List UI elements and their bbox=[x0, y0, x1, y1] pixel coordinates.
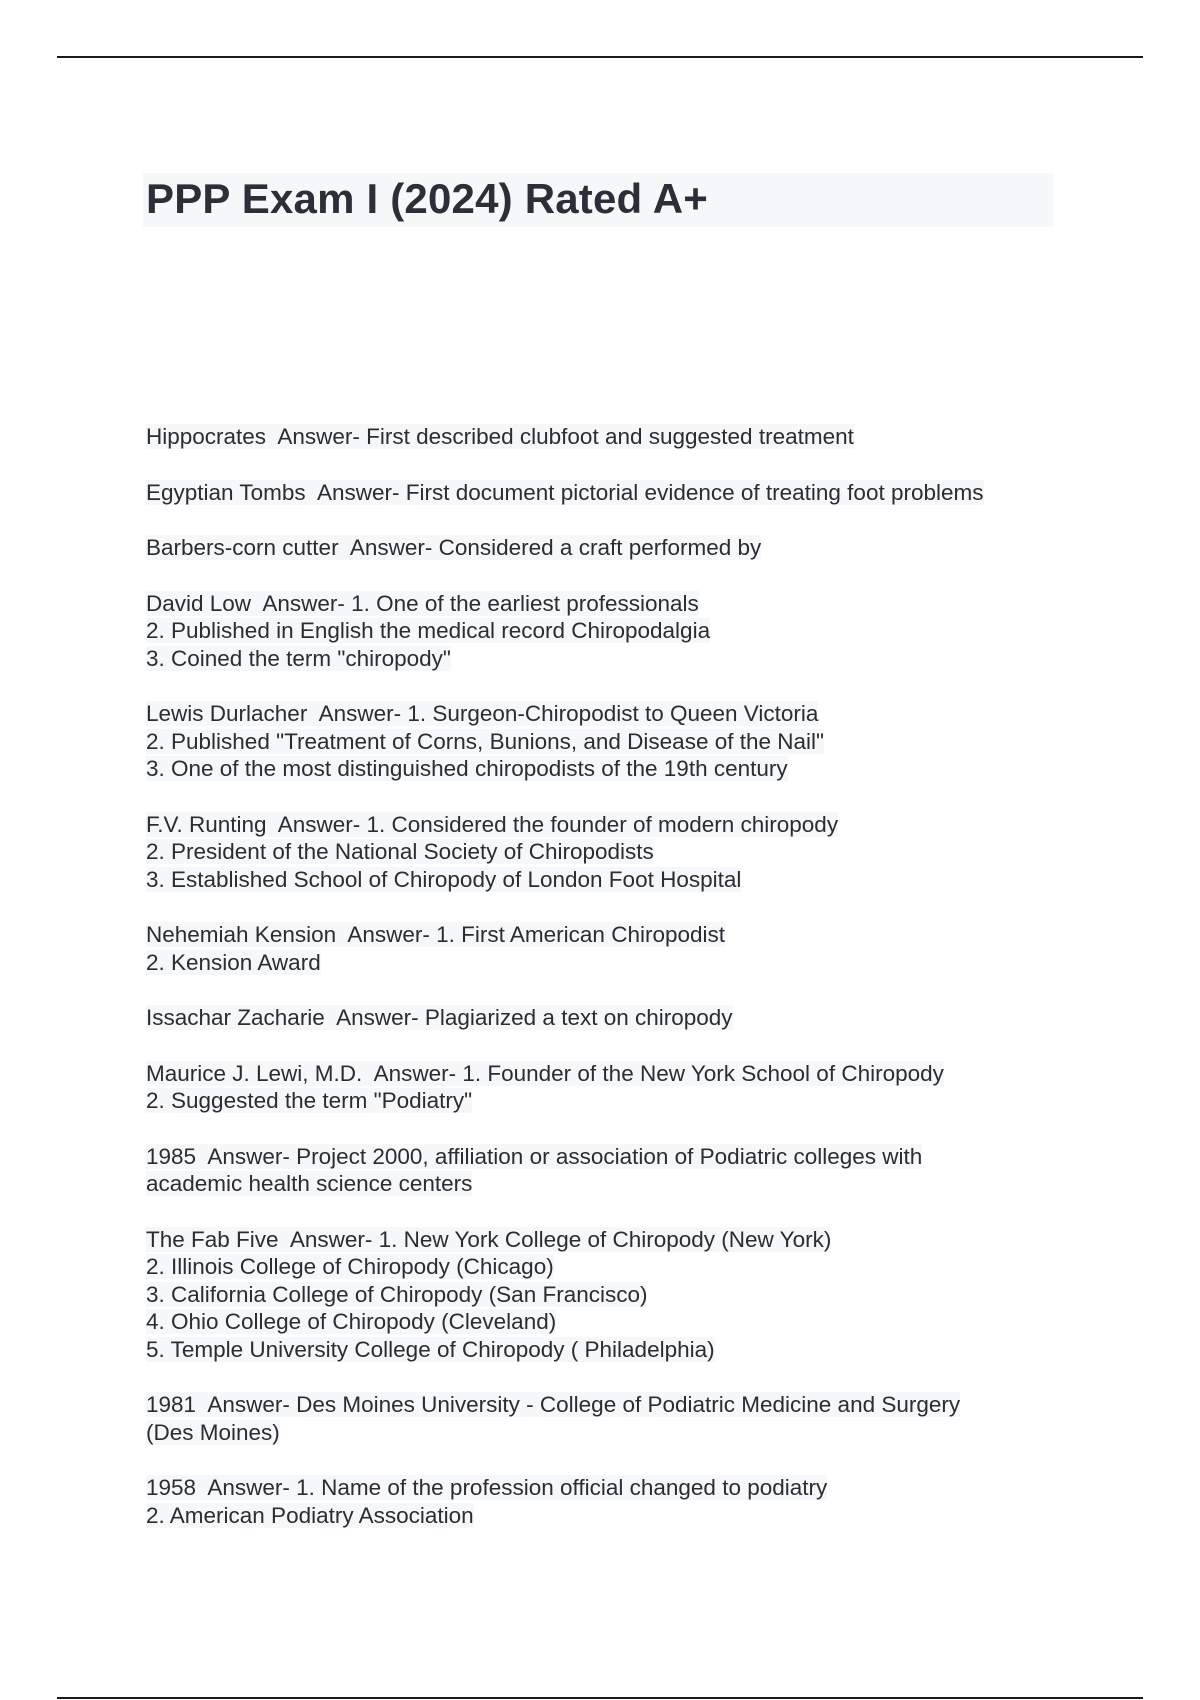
qa-first-line bbox=[146, 700, 1066, 728]
qa-first-line bbox=[146, 1226, 1066, 1254]
qa-term: Egyptian Tombs bbox=[146, 479, 306, 505]
qa-term: David Low bbox=[146, 590, 252, 616]
qa-answer-line bbox=[146, 1502, 1066, 1530]
qa-item bbox=[146, 1226, 1066, 1364]
qa-term: 1958 bbox=[146, 1475, 197, 1500]
qa-term: Issachar Zacharie bbox=[146, 1005, 325, 1030]
answer-label: Answer- bbox=[196, 1475, 297, 1500]
text-highlight bbox=[146, 618, 710, 643]
text-highlight bbox=[146, 591, 699, 616]
qa-item bbox=[146, 590, 1066, 673]
qa-answer-line bbox=[146, 1308, 1066, 1336]
qa-answer-line bbox=[146, 1087, 1066, 1115]
text-highlight bbox=[146, 424, 854, 449]
qa-term: Nehemiah Kension bbox=[146, 922, 337, 947]
qa-term: F.V. Runting bbox=[146, 811, 267, 837]
text-highlight bbox=[146, 1061, 944, 1086]
text-highlight bbox=[146, 1392, 960, 1417]
text-highlight bbox=[146, 701, 818, 726]
answer-label: Answer- bbox=[266, 424, 367, 449]
qa-answer-text: 4. Ohio College of Chiropody (Cleveland) bbox=[146, 1309, 557, 1334]
qa-answer-text: 1. One of the earliest professionals bbox=[351, 590, 699, 616]
qa-first-line bbox=[146, 1391, 1066, 1419]
answer-label: Answer- bbox=[251, 590, 352, 616]
qa-first-line bbox=[146, 479, 1066, 507]
answer-label: Answer- bbox=[307, 701, 408, 726]
qa-answer-text: 2. Suggested the term "Podiatry" bbox=[146, 1088, 473, 1113]
qa-answer-text: Project 2000, affiliation or association of Podiatric colleges with bbox=[296, 1143, 923, 1169]
qa-list bbox=[146, 423, 1066, 1557]
text-highlight bbox=[146, 1005, 733, 1030]
qa-answer-line bbox=[146, 949, 1066, 977]
answer-label: Answer- bbox=[278, 1226, 379, 1252]
text-highlight bbox=[146, 1254, 554, 1279]
qa-answer-text: 3. Established School of Chiropody of London Foot Hospital bbox=[146, 866, 742, 892]
qa-answer-line bbox=[146, 1419, 1066, 1447]
qa-answer-text: 3. California College of Chiropody (San Francisco) bbox=[146, 1281, 648, 1307]
qa-item bbox=[146, 1143, 1066, 1198]
qa-answer-text: 2. Published in English the medical record Chiropodalgia bbox=[146, 618, 711, 643]
text-highlight bbox=[146, 480, 984, 505]
text-highlight bbox=[146, 535, 761, 560]
qa-item bbox=[146, 534, 1066, 562]
qa-answer-line bbox=[146, 755, 1066, 783]
text-highlight bbox=[146, 1475, 827, 1500]
text-highlight bbox=[146, 1282, 647, 1307]
text-highlight bbox=[146, 1227, 831, 1252]
qa-answer-text: 1. Founder of the New York School of Chiropody bbox=[462, 1060, 944, 1086]
qa-answer-text: 1. Surgeon-Chiropodist to Queen Victoria bbox=[407, 701, 819, 726]
qa-answer-text: 3. One of the most distinguished chiropodists of the 19th century bbox=[146, 756, 788, 781]
qa-first-line bbox=[146, 1143, 1066, 1171]
qa-answer-text: First described clubfoot and suggested treatment bbox=[366, 424, 854, 449]
qa-answer-line bbox=[146, 1281, 1066, 1309]
qa-first-line bbox=[146, 1004, 1066, 1032]
answer-label: Answer- bbox=[324, 1005, 425, 1030]
text-highlight bbox=[146, 1337, 715, 1362]
text-highlight bbox=[146, 1171, 472, 1196]
answer-label: Answer- bbox=[196, 1143, 297, 1169]
qa-answer-line bbox=[146, 617, 1066, 645]
qa-first-line bbox=[146, 811, 1066, 839]
text-highlight bbox=[146, 950, 321, 975]
qa-answer-line bbox=[146, 866, 1066, 894]
qa-answer-line bbox=[146, 645, 1066, 673]
qa-answer-text: 2. Kension Award bbox=[146, 949, 321, 975]
qa-item bbox=[146, 700, 1066, 783]
qa-answer-line bbox=[146, 838, 1066, 866]
text-highlight bbox=[146, 1309, 556, 1334]
answer-label: Answer- bbox=[336, 922, 437, 947]
qa-first-line bbox=[146, 534, 1066, 562]
qa-term: Hippocrates bbox=[146, 424, 267, 449]
qa-answer-line bbox=[146, 728, 1066, 756]
qa-term: The Fab Five bbox=[146, 1226, 279, 1252]
text-highlight bbox=[146, 812, 838, 837]
qa-term: Barbers-corn cutter bbox=[146, 535, 339, 560]
text-highlight bbox=[146, 1144, 922, 1169]
page-title: PPP Exam I (2024) Rated A+ bbox=[146, 175, 708, 222]
qa-answer-line bbox=[146, 1336, 1066, 1364]
answer-label: Answer- bbox=[338, 535, 439, 560]
qa-answer-text: Des Moines University - College of Podiatric Medicine and Surgery bbox=[296, 1392, 961, 1417]
qa-answer-text: 2. American Podiatry Association bbox=[146, 1502, 474, 1528]
qa-first-line bbox=[146, 921, 1066, 949]
text-highlight bbox=[146, 1420, 280, 1445]
text-highlight bbox=[146, 1088, 472, 1113]
qa-term: 1985 bbox=[146, 1143, 197, 1169]
text-highlight bbox=[146, 867, 741, 892]
text-highlight bbox=[146, 646, 451, 671]
answer-label: Answer- bbox=[305, 479, 406, 505]
answer-label: Answer- bbox=[266, 811, 367, 837]
qa-answer-text: First document pictorial evidence of treating foot problems bbox=[405, 479, 984, 505]
qa-answer-text: 1. Name of the profession official changed to podiatry bbox=[296, 1475, 828, 1500]
qa-item bbox=[146, 1060, 1066, 1115]
qa-answer-text: (Des Moines) bbox=[146, 1419, 280, 1445]
bottom-rule bbox=[57, 1697, 1143, 1699]
qa-answer-text: academic health science centers bbox=[146, 1171, 473, 1196]
qa-first-line bbox=[146, 423, 1066, 451]
qa-answer-text: 1. First American Chiropodist bbox=[436, 922, 726, 947]
text-highlight bbox=[146, 839, 654, 864]
qa-first-line bbox=[146, 590, 1066, 618]
qa-answer-text: 2. Published "Treatment of Corns, Bunions, and Disease of the Nail" bbox=[146, 728, 824, 754]
qa-answer-text: 2. President of the National Society of Chiropodists bbox=[146, 839, 654, 864]
qa-item bbox=[146, 479, 1066, 507]
qa-item bbox=[146, 811, 1066, 894]
qa-term: Maurice J. Lewi, M.D. bbox=[146, 1060, 363, 1086]
qa-answer-text: Plagiarized a text on chiropody bbox=[424, 1005, 733, 1030]
text-highlight bbox=[146, 729, 824, 754]
qa-first-line bbox=[146, 1474, 1066, 1502]
answer-label: Answer- bbox=[362, 1060, 463, 1086]
qa-answer-text: 5. Temple University College of Chiropody ( Philadelphia) bbox=[146, 1336, 715, 1362]
text-highlight bbox=[146, 1503, 474, 1528]
answer-label: Answer- bbox=[196, 1392, 297, 1417]
qa-item bbox=[146, 423, 1066, 451]
qa-answer-text: 1. New York College of Chiropody (New York) bbox=[378, 1226, 832, 1252]
qa-item bbox=[146, 1004, 1066, 1032]
qa-term: 1981 bbox=[146, 1392, 197, 1417]
top-rule bbox=[57, 56, 1143, 58]
qa-answer-text: 2. Illinois College of Chiropody (Chicago) bbox=[146, 1254, 554, 1279]
qa-term: Lewis Durlacher bbox=[146, 701, 308, 726]
qa-first-line bbox=[146, 1060, 1066, 1088]
qa-answer-line bbox=[146, 1170, 1066, 1198]
text-highlight bbox=[146, 756, 788, 781]
qa-item bbox=[146, 1391, 1066, 1446]
text-highlight bbox=[146, 922, 725, 947]
qa-answer-text: Considered a craft performed by bbox=[438, 535, 762, 560]
qa-answer-line bbox=[146, 1253, 1066, 1281]
qa-answer-text: 1. Considered the founder of modern chiropody bbox=[366, 811, 839, 837]
qa-item bbox=[146, 921, 1066, 976]
qa-answer-text: 3. Coined the term "chiropody" bbox=[146, 645, 451, 671]
qa-item bbox=[146, 1474, 1066, 1529]
